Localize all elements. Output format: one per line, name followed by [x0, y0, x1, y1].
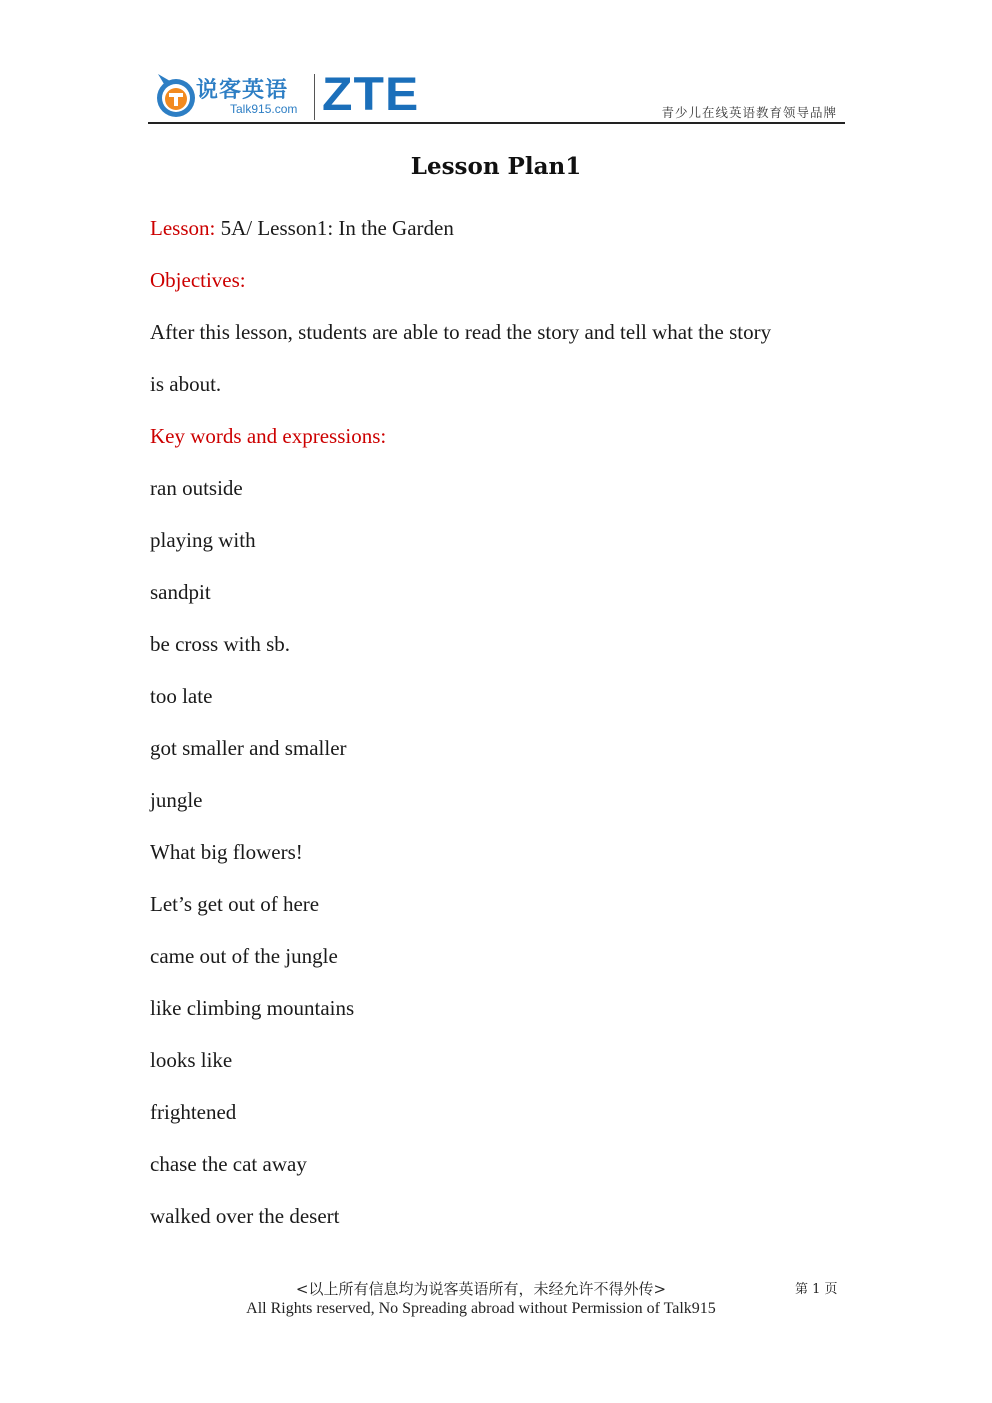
talk915-logo: [154, 67, 420, 122]
lesson-value: 5A/ Lesson1: In the Garden: [215, 216, 454, 240]
zte-logo-text: ZTE: [322, 67, 420, 120]
footer-notice-english: All Rights reserved, No Spreading abroad without Permission of Talk915: [246, 1300, 716, 1317]
key-word-item: chase the cat away: [150, 1152, 307, 1176]
key-word-item: playing with: [150, 528, 256, 552]
logo-chinese-name: 说客英语: [196, 78, 289, 103]
page-number: 第 1 页: [795, 1282, 838, 1297]
footer-notice-chinese: <以上所有信息均为说客英语所有，未经允许不得外传>: [295, 1280, 667, 1298]
document-title: Lesson Plan1: [410, 153, 582, 180]
objectives-text-line-1: After this lesson, students are able to read the story and tell what the story: [150, 320, 772, 344]
key-word-item: walked over the desert: [150, 1204, 340, 1228]
key-word-item: Let’s get out of here: [150, 892, 320, 916]
key-word-item: be cross with sb.: [150, 632, 290, 656]
key-word-item: ran outside: [150, 476, 243, 500]
talk915-mascot-icon: [154, 72, 198, 120]
logo-site-url: Talk915.com: [230, 102, 298, 116]
lesson-plan-body: [150, 208, 850, 1248]
key-word-item: like climbing mountains: [150, 996, 355, 1020]
key-word-item: too late: [150, 684, 213, 708]
lesson-line: [150, 208, 850, 260]
logo-divider: [314, 74, 315, 120]
key-words-label: Key words and expressions:: [150, 424, 387, 448]
objectives-text-line-2: is about.: [150, 372, 222, 396]
header-slogan: 青少儿在线英语教育领导品牌: [661, 105, 837, 120]
key-word-item: sandpit: [150, 580, 211, 604]
page-header: [148, 66, 845, 124]
key-word-item: jungle: [150, 788, 203, 812]
key-word-item: frightened: [150, 1100, 237, 1124]
lesson-label: Lesson:: [150, 216, 216, 240]
key-word-item: came out of the jungle: [150, 944, 338, 968]
header-divider: [148, 122, 845, 124]
key-word-item: looks like: [150, 1048, 233, 1072]
objectives-label: Objectives:: [150, 268, 246, 292]
key-word-item: What big flowers!: [150, 840, 303, 864]
key-word-item: got smaller and smaller: [150, 736, 347, 760]
